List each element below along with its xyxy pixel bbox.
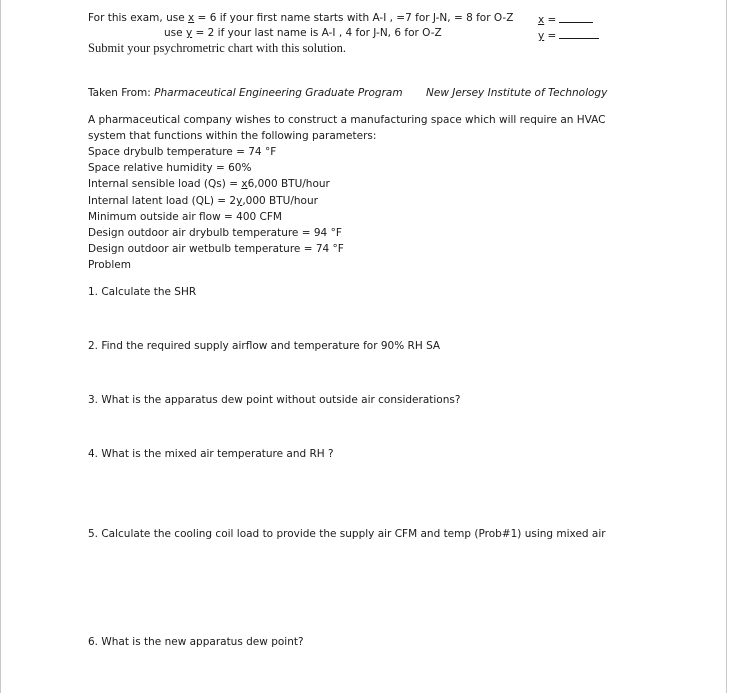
param-outdoor-drybulb: Design outdoor air drybulb temperature = 94 °F bbox=[88, 227, 342, 239]
page-right-border bbox=[726, 0, 727, 693]
question-2: 2. Find the required supply airflow and temperature for 90% RH SA bbox=[88, 340, 441, 352]
submit-instruction: Submit your psychrometric chart with this solution. bbox=[88, 41, 346, 55]
page-left-border bbox=[0, 0, 1, 693]
y-answer-label: y bbox=[538, 30, 545, 42]
y-answer-eq: = bbox=[544, 30, 557, 42]
x-answer bbox=[538, 13, 593, 26]
param-outside-air-flow: Minimum outside air flow = 400 CFM bbox=[88, 211, 282, 223]
question-4: 4. What is the mixed air temperature and RH ? bbox=[88, 448, 334, 460]
y-answer bbox=[538, 29, 599, 42]
intro-line-2: system that functions within the following parameters: bbox=[88, 130, 377, 142]
latent-load-value: ,000 BTU/hour bbox=[242, 195, 318, 207]
y-answer-blank[interactable] bbox=[559, 29, 599, 39]
latent-load-var: y bbox=[236, 195, 243, 207]
exam-rule-x-var: x bbox=[188, 12, 195, 24]
param-humidity: Space relative humidity = 60% bbox=[88, 162, 252, 174]
x-answer-label: x bbox=[538, 14, 545, 26]
question-1: 1. Calculate the SHR bbox=[88, 286, 197, 298]
param-drybulb: Space drybulb temperature = 74 °F bbox=[88, 146, 277, 158]
exam-rule-y-text: = 2 if your last name is A-I , 4 for J-N, 6 for O-Z bbox=[192, 27, 442, 39]
sensible-load-prefix: Internal sensible load (Qs) = bbox=[88, 178, 242, 190]
x-answer-blank[interactable] bbox=[559, 13, 593, 23]
question-3: 3. What is the apparatus dew point without outside air considerations? bbox=[88, 394, 461, 406]
exam-rule-y bbox=[164, 27, 442, 39]
exam-rule-y-var: y bbox=[185, 27, 193, 39]
intro-line-1: A pharmaceutical company wishes to construct a manufacturing space which will require an HVAC bbox=[88, 114, 606, 126]
source-institution: New Jersey Institute of Technology bbox=[426, 87, 608, 99]
exam-rule-x bbox=[88, 12, 513, 24]
param-outdoor-wetbulb: Design outdoor air wetbulb temperature = 74 °F bbox=[88, 243, 344, 255]
question-6: 6. What is the new apparatus dew point? bbox=[88, 636, 304, 648]
param-sensible-load bbox=[88, 178, 330, 190]
source-program: Pharmaceutical Engineering Graduate Program bbox=[154, 87, 403, 99]
source-label: Taken From: bbox=[88, 87, 155, 99]
exam-rule-x-text: = 6 if your first name starts with A-I , =7 for J-N, = 8 for O-Z bbox=[194, 12, 514, 24]
source-line bbox=[88, 87, 403, 99]
exam-rule-y-prefix: use bbox=[164, 27, 186, 39]
x-answer-eq: = bbox=[544, 14, 557, 26]
sensible-load-var: x bbox=[241, 178, 248, 190]
sensible-load-value: 6,000 BTU/hour bbox=[247, 178, 330, 190]
param-latent-load bbox=[88, 195, 318, 207]
latent-load-prefix: Internal latent load (QL) = 2 bbox=[88, 195, 237, 207]
exam-rule-x-prefix: For this exam, use bbox=[88, 12, 188, 24]
question-5: 5. Calculate the cooling coil load to provide the supply air CFM and temp (Prob#1) using mixed air bbox=[88, 528, 606, 540]
problem-heading: Problem bbox=[88, 259, 131, 271]
